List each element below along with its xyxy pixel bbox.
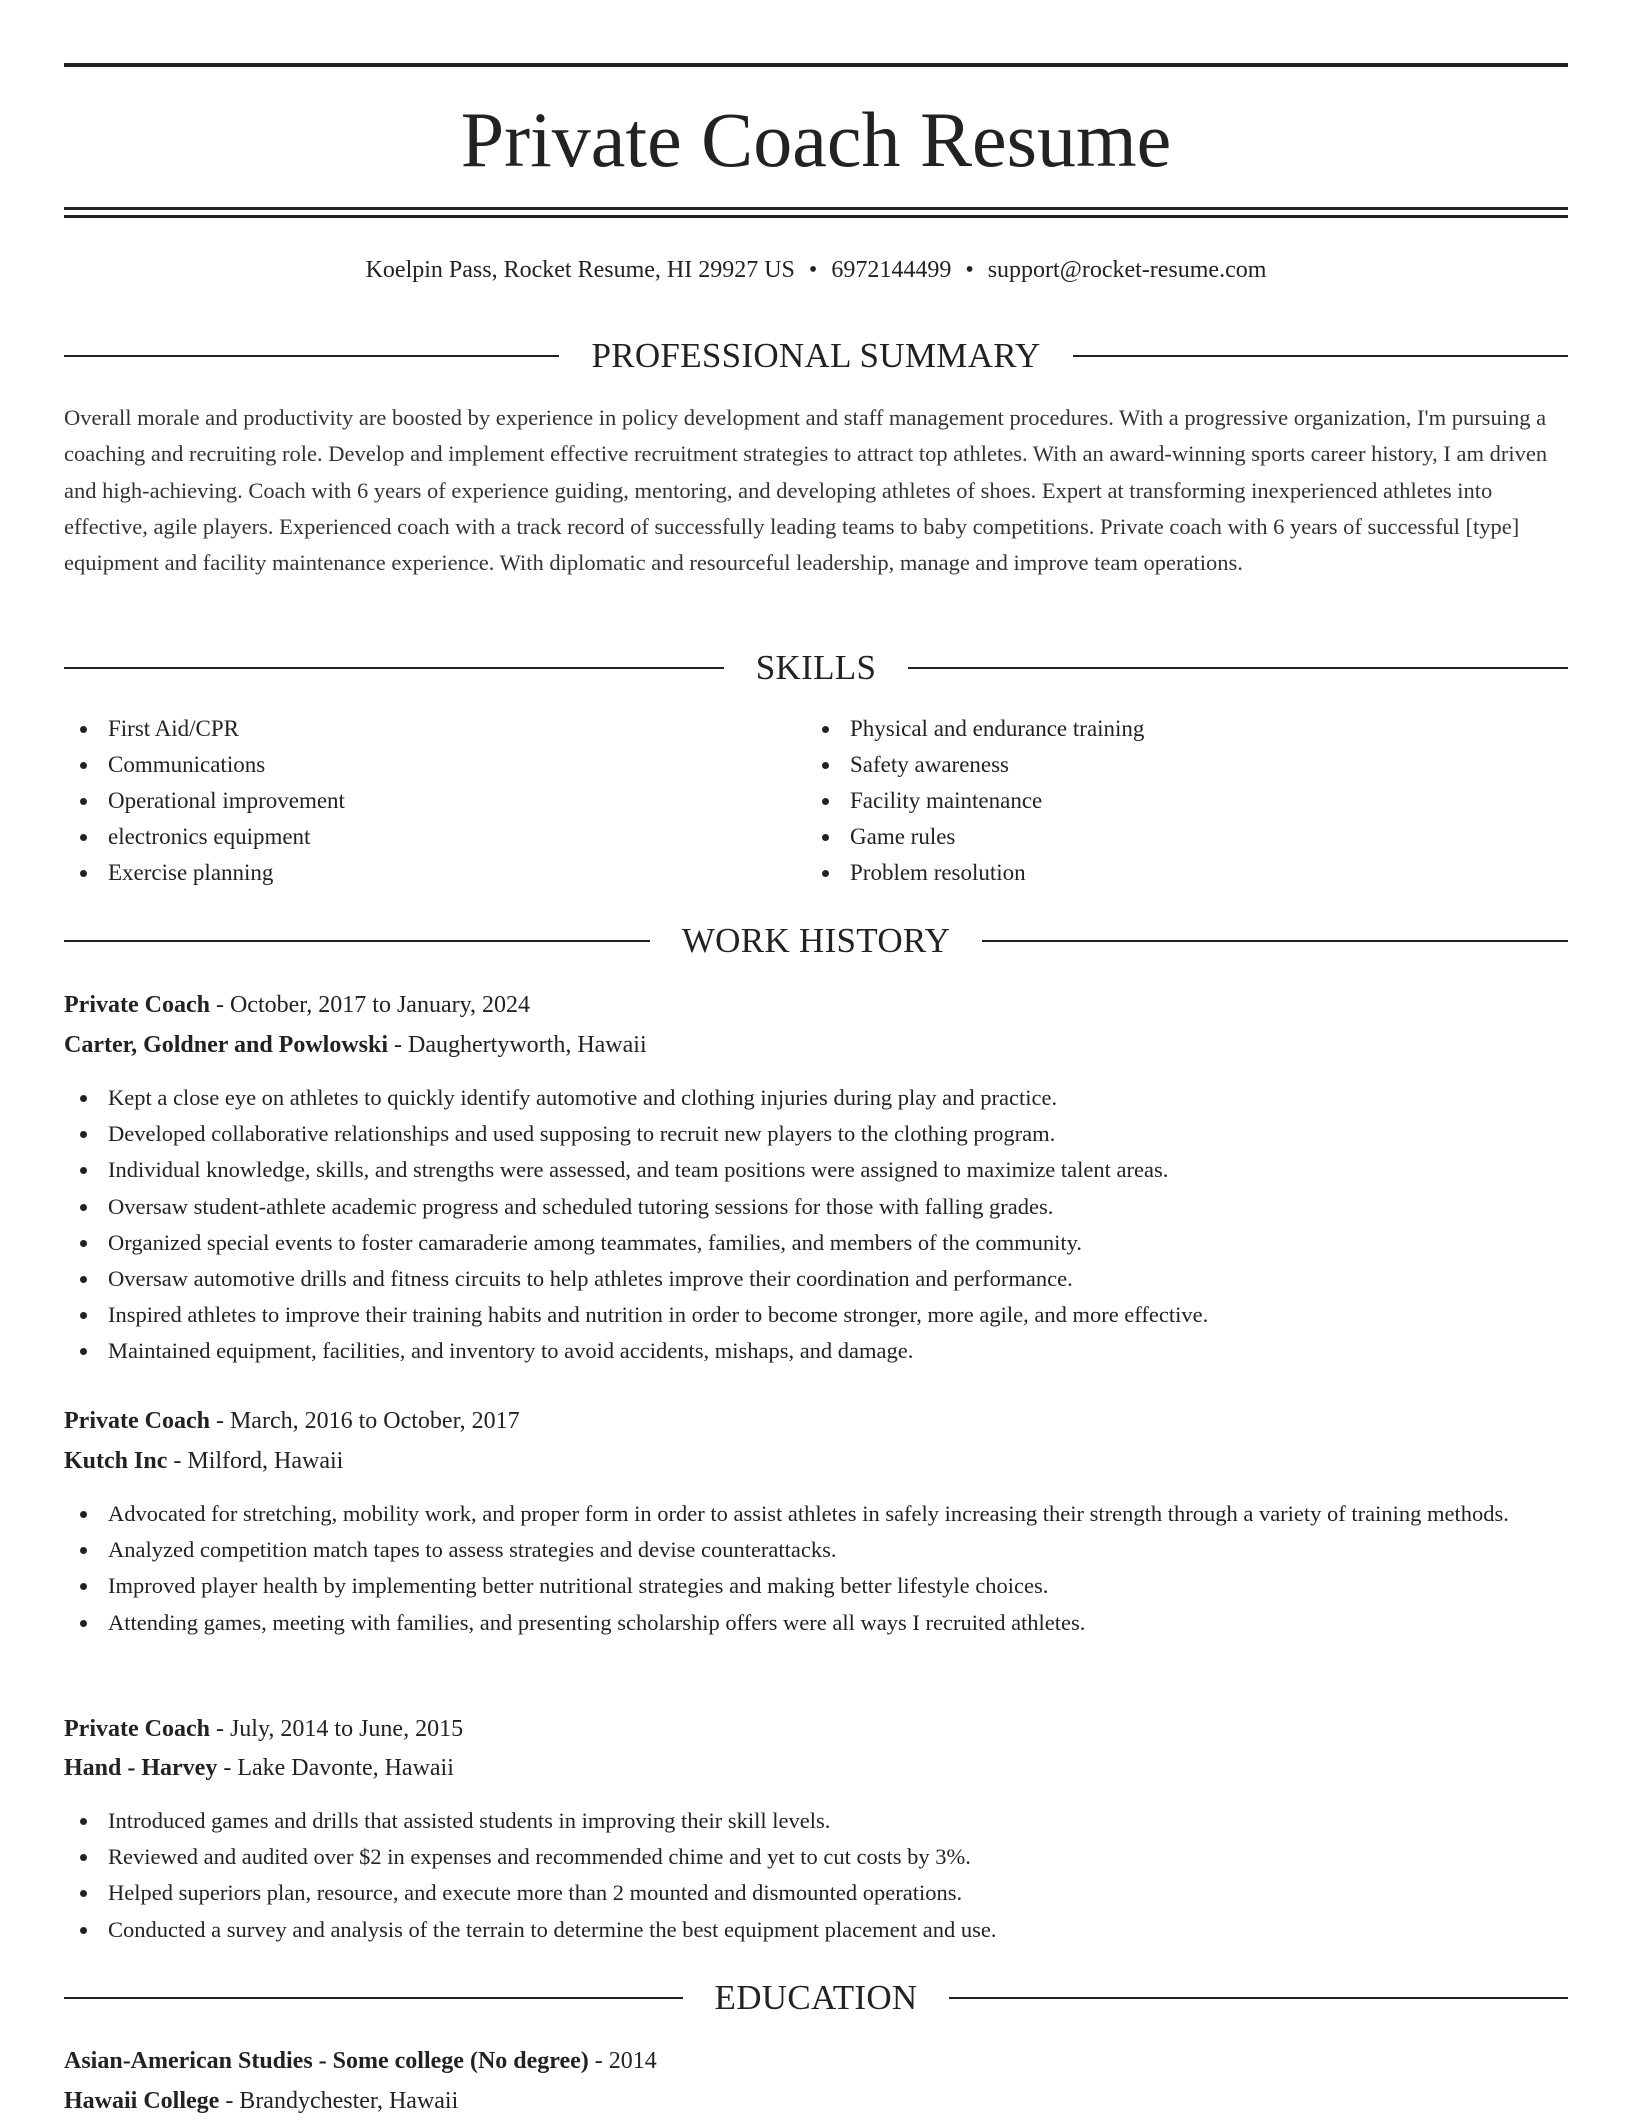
job-bullets <box>64 1496 1568 1641</box>
list-item: Conducted a survey and analysis of the terrain to determine the best equipment placement and use. <box>64 1912 1568 1948</box>
company-location: - Daughertyworth, Hawaii <box>388 1032 647 1058</box>
heading-rule <box>949 1997 1568 1999</box>
list-item: Reviewed and audited over $2 in expenses and recommended chime and yet to cut costs by 3%. <box>64 1839 1568 1875</box>
summary-text: Overall morale and productivity are boosted by experience in policy development and staff management procedures. With a progressive organization, I'm pursuing a coaching and recruiting role. Develop and implement effective recruitment strategies to attract top athletes. With an award-winning sports career history, I am driven and high-achieving. Coach with 6 years of experience guiding, mentoring, and developing athletes of shoes. Expert at transforming inexperienced athletes into effective, agile players. Experienced coach with a track record of successfully leading teams to baby competitions. Private coach with 6 years of successful [type] equipment and facility maintenance experience. With diplomatic and resourceful leadership, manage and improve team operations. <box>64 405 1548 576</box>
heading-rule <box>982 940 1568 942</box>
list-item: Oversaw student-athlete academic progress and scheduled tutoring sessions for those with falling grades. <box>64 1189 1568 1225</box>
heading-rule <box>1073 355 1568 357</box>
section-heading-work <box>64 921 1568 961</box>
list-item: Developed collaborative relationships and used supposing to recruit new players to the clothing program. <box>64 1116 1568 1152</box>
job-dates: - October, 2017 to January, 2024 <box>209 992 531 1018</box>
skill-item: Exercise planning <box>64 855 345 891</box>
skill-item: Facility maintenance <box>806 783 1144 819</box>
education-degree-line <box>64 2041 1568 2081</box>
document-title: Private Coach Resume <box>460 96 1172 183</box>
school-name: Hawaii College <box>64 2088 220 2114</box>
job-bullets <box>64 1080 1568 1370</box>
list-item: Inspired athletes to improve their training habits and nutrition in order to become stronger, more agile, and more effective. <box>64 1297 1568 1333</box>
job-dates: - July, 2014 to June, 2015 <box>209 1716 464 1742</box>
contact-phone: 6972144499 <box>831 257 952 283</box>
section-heading-education <box>64 1978 1568 2018</box>
section-title: PROFESSIONAL SUMMARY <box>591 336 1041 375</box>
skills-list-left <box>64 711 345 891</box>
job-dates: - March, 2016 to October, 2017 <box>209 1408 520 1434</box>
contact-line <box>64 253 1568 287</box>
list-item: Individual knowledge, skills, and strengths were assessed, and team positions were assigned to maximize talent areas. <box>64 1152 1568 1188</box>
list-item: Analyzed competition match tapes to assess strategies and devise counterattacks. <box>64 1532 1568 1568</box>
job-title: Private Coach <box>64 992 210 1018</box>
heading-rule <box>908 667 1568 669</box>
section-title: WORK HISTORY <box>681 921 951 960</box>
job-title-line <box>64 985 1568 1025</box>
list-item: Attending games, meeting with families, and presenting scholarship offers were all ways I recruited athletes. <box>64 1605 1568 1641</box>
list-item: Maintained equipment, facilities, and inventory to avoid accidents, mishaps, and damage. <box>64 1333 1568 1369</box>
contact-separator: • <box>965 257 974 283</box>
skill-item: Game rules <box>806 819 1144 855</box>
skill-item: electronics equipment <box>64 819 345 855</box>
list-item: Advocated for stretching, mobility work, and proper form in order to assist athletes in safely increasing their strength through a variety of training methods. <box>64 1496 1568 1532</box>
section-heading-skills <box>64 648 1568 688</box>
skills-list-right <box>806 711 1144 891</box>
list-item: Organized special events to foster camaraderie among teammates, families, and members of the community. <box>64 1225 1568 1261</box>
education-school-line <box>64 2081 1568 2121</box>
job-title-line <box>64 1709 1568 1749</box>
school-location: - Brandychester, Hawaii <box>219 2088 459 2114</box>
company-name: Carter, Goldner and Powlowski <box>64 1032 389 1058</box>
job-title-line <box>64 1401 1568 1441</box>
job-bullets <box>64 1803 1568 1948</box>
list-item: Improved player health by implementing better nutritional strategies and making better lifestyle choices. <box>64 1568 1568 1604</box>
job-company-line <box>64 1441 1568 1481</box>
section-heading-summary <box>64 336 1568 376</box>
skill-item: Safety awareness <box>806 747 1144 783</box>
heading-rule <box>64 355 559 357</box>
degree: Asian-American Studies - Some college (No degree) <box>64 2048 589 2074</box>
skill-item: Operational improvement <box>64 783 345 819</box>
job-company-line <box>64 1025 1568 1065</box>
company-name: Hand - Harvey <box>64 1755 218 1781</box>
title-bottom-rule-double <box>64 215 1568 218</box>
company-name: Kutch Inc <box>64 1448 168 1474</box>
education-year: - 2014 <box>588 2048 657 2074</box>
list-item: Oversaw automotive drills and fitness circuits to help athletes improve their coordination and performance. <box>64 1261 1568 1297</box>
heading-rule <box>64 940 650 942</box>
section-title: SKILLS <box>755 648 877 687</box>
heading-rule <box>64 1997 683 1999</box>
contact-separator: • <box>808 257 818 283</box>
title-bottom-rule <box>64 207 1568 210</box>
section-title: EDUCATION <box>714 1978 918 2017</box>
list-item: Kept a close eye on athletes to quickly identify automotive and clothing injuries during play and practice. <box>64 1080 1568 1116</box>
skill-item: Physical and endurance training <box>806 711 1144 747</box>
skill-item: First Aid/CPR <box>64 711 345 747</box>
company-location: - Lake Davonte, Hawaii <box>217 1755 454 1781</box>
skill-item: Communications <box>64 747 345 783</box>
job-company-line <box>64 1748 1568 1788</box>
company-location: - Milford, Hawaii <box>167 1448 344 1474</box>
contact-address: Koelpin Pass, Rocket Resume, HI 29927 US <box>365 257 795 283</box>
heading-rule <box>64 667 724 669</box>
job-title: Private Coach <box>64 1408 210 1434</box>
skill-item: Problem resolution <box>806 855 1144 891</box>
job-title: Private Coach <box>64 1716 210 1742</box>
list-item: Helped superiors plan, resource, and execute more than 2 mounted and dismounted operations. <box>64 1875 1568 1911</box>
list-item: Introduced games and drills that assisted students in improving their skill levels. <box>64 1803 1568 1839</box>
title-top-rule <box>64 63 1568 67</box>
contact-email: support@rocket-resume.com <box>987 257 1267 283</box>
